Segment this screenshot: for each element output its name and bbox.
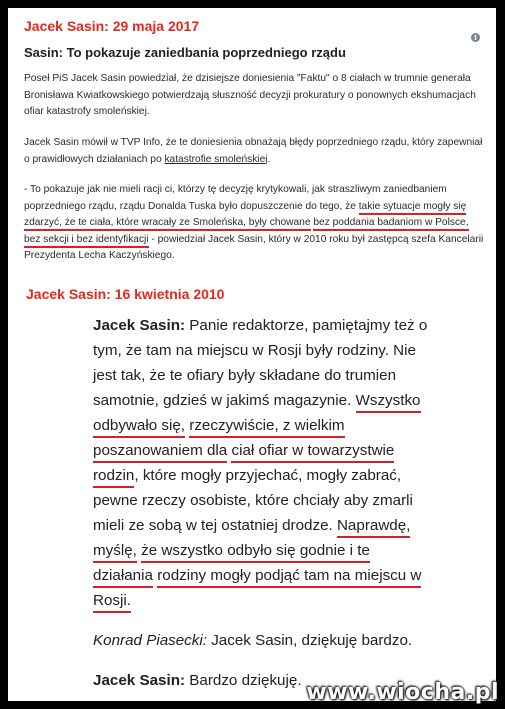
red-underline-2c: rodziny mogły podjąć tam na miejscu w Rosji. (93, 567, 421, 613)
turn-text: Jacek Sasin, dziękuję bardzo. (206, 632, 413, 649)
paragraph-end: . (267, 153, 271, 165)
turn-text: Panie redaktorze, pamiętajmy też o tym, że tam na miejscu w Rosji były rodziny. Nie jest tak, że te ofiary były składane do trumien samotnie, gdzieś w jakimś magazynie. (93, 317, 428, 409)
watermark-logo: www.wiocha.pl (306, 680, 499, 705)
article-headline: Sasin: To pokazuje zaniedbania poprzedniego rządu (24, 45, 346, 60)
date-2017: Jacek Sasin: 29 maja 2017 (24, 18, 200, 34)
red-underline-2a: Naprawdę, myślę, (93, 517, 410, 563)
paragraph-text: - To pokazuje jak nie mieli racji ci, którzy tę decyzję krytykowali, jak straszliwym zaniedbaniem poprzedniego rządu, rządu Donalda Tuska było dopuszczenie do tego, że (24, 184, 447, 212)
red-underline-1c: ciał ofiar w towarzystwie rodzin (93, 442, 394, 488)
red-underline-1a: Wszystko odbywało się, (93, 392, 421, 438)
paragraph-text: Poseł PiS Jacek Sasin powiedział, że dzisiejsze doniesienia "Faktu" o 8 ciałach w trumnie generała Bronisława Kwiatkowskiego potwierdzają słuszność decyzji prokuratury o ponownych ekshumacjach ofiar katastrofy smoleńskiej. (24, 73, 476, 117)
turn-text: , które mogły przyjechać, mogły zabrać, pewne rzeczy osobiste, które chciały aby zmarli mieli ze sobą w tej ostatniej drodze. (93, 467, 413, 534)
katastrofa-link[interactable]: katastrofie smoleńskiej (164, 153, 268, 165)
turn-text: Bardzo dziękuję. (185, 672, 302, 689)
red-underline-1b: rzeczywiście, z wielkim poszanowaniem dla (93, 417, 345, 463)
speaker-name-italic: Konrad Piasecki: (93, 632, 207, 649)
highlight-underline-1: takie sytuacje mogły się zdarzyć, że te ciała, które wracały ze Smoleńska, były chowane (24, 201, 466, 232)
paragraph-text-end: - powiedział Jacek Sasin, który w 2010 roku był zastępcą szefa Kancelarii Prezydenta Lecha Kaczyńskiego. (24, 233, 484, 261)
speaker-name: Jacek Sasin: (93, 672, 186, 689)
interview-turn-1 (93, 313, 433, 613)
interview-turn-2 (93, 628, 433, 653)
article-paragraph-3 (24, 182, 484, 265)
highlight-underline-2: bez poddania badaniom w Polsce, bez sekcji i bez identyfikacji (24, 217, 469, 248)
info-icon[interactable]: i (471, 33, 480, 42)
red-underline-2b: że wszystko odbyło się godnie i te działania (93, 542, 370, 588)
date-2010: Jacek Sasin: 16 kwietnia 2010 (26, 286, 225, 302)
article-paragraph-1 (24, 71, 484, 121)
document-frame (8, 8, 496, 701)
interview-transcript (93, 313, 433, 708)
speaker-name: Jacek Sasin: (93, 317, 186, 334)
article-paragraph-2 (24, 135, 484, 168)
paragraph-text: Jacek Sasin mówił w TVP Info, że te doniesienia obnażają błędy poprzedniego rządu, który zapewniał o prawidłowych działaniach po (24, 137, 483, 165)
